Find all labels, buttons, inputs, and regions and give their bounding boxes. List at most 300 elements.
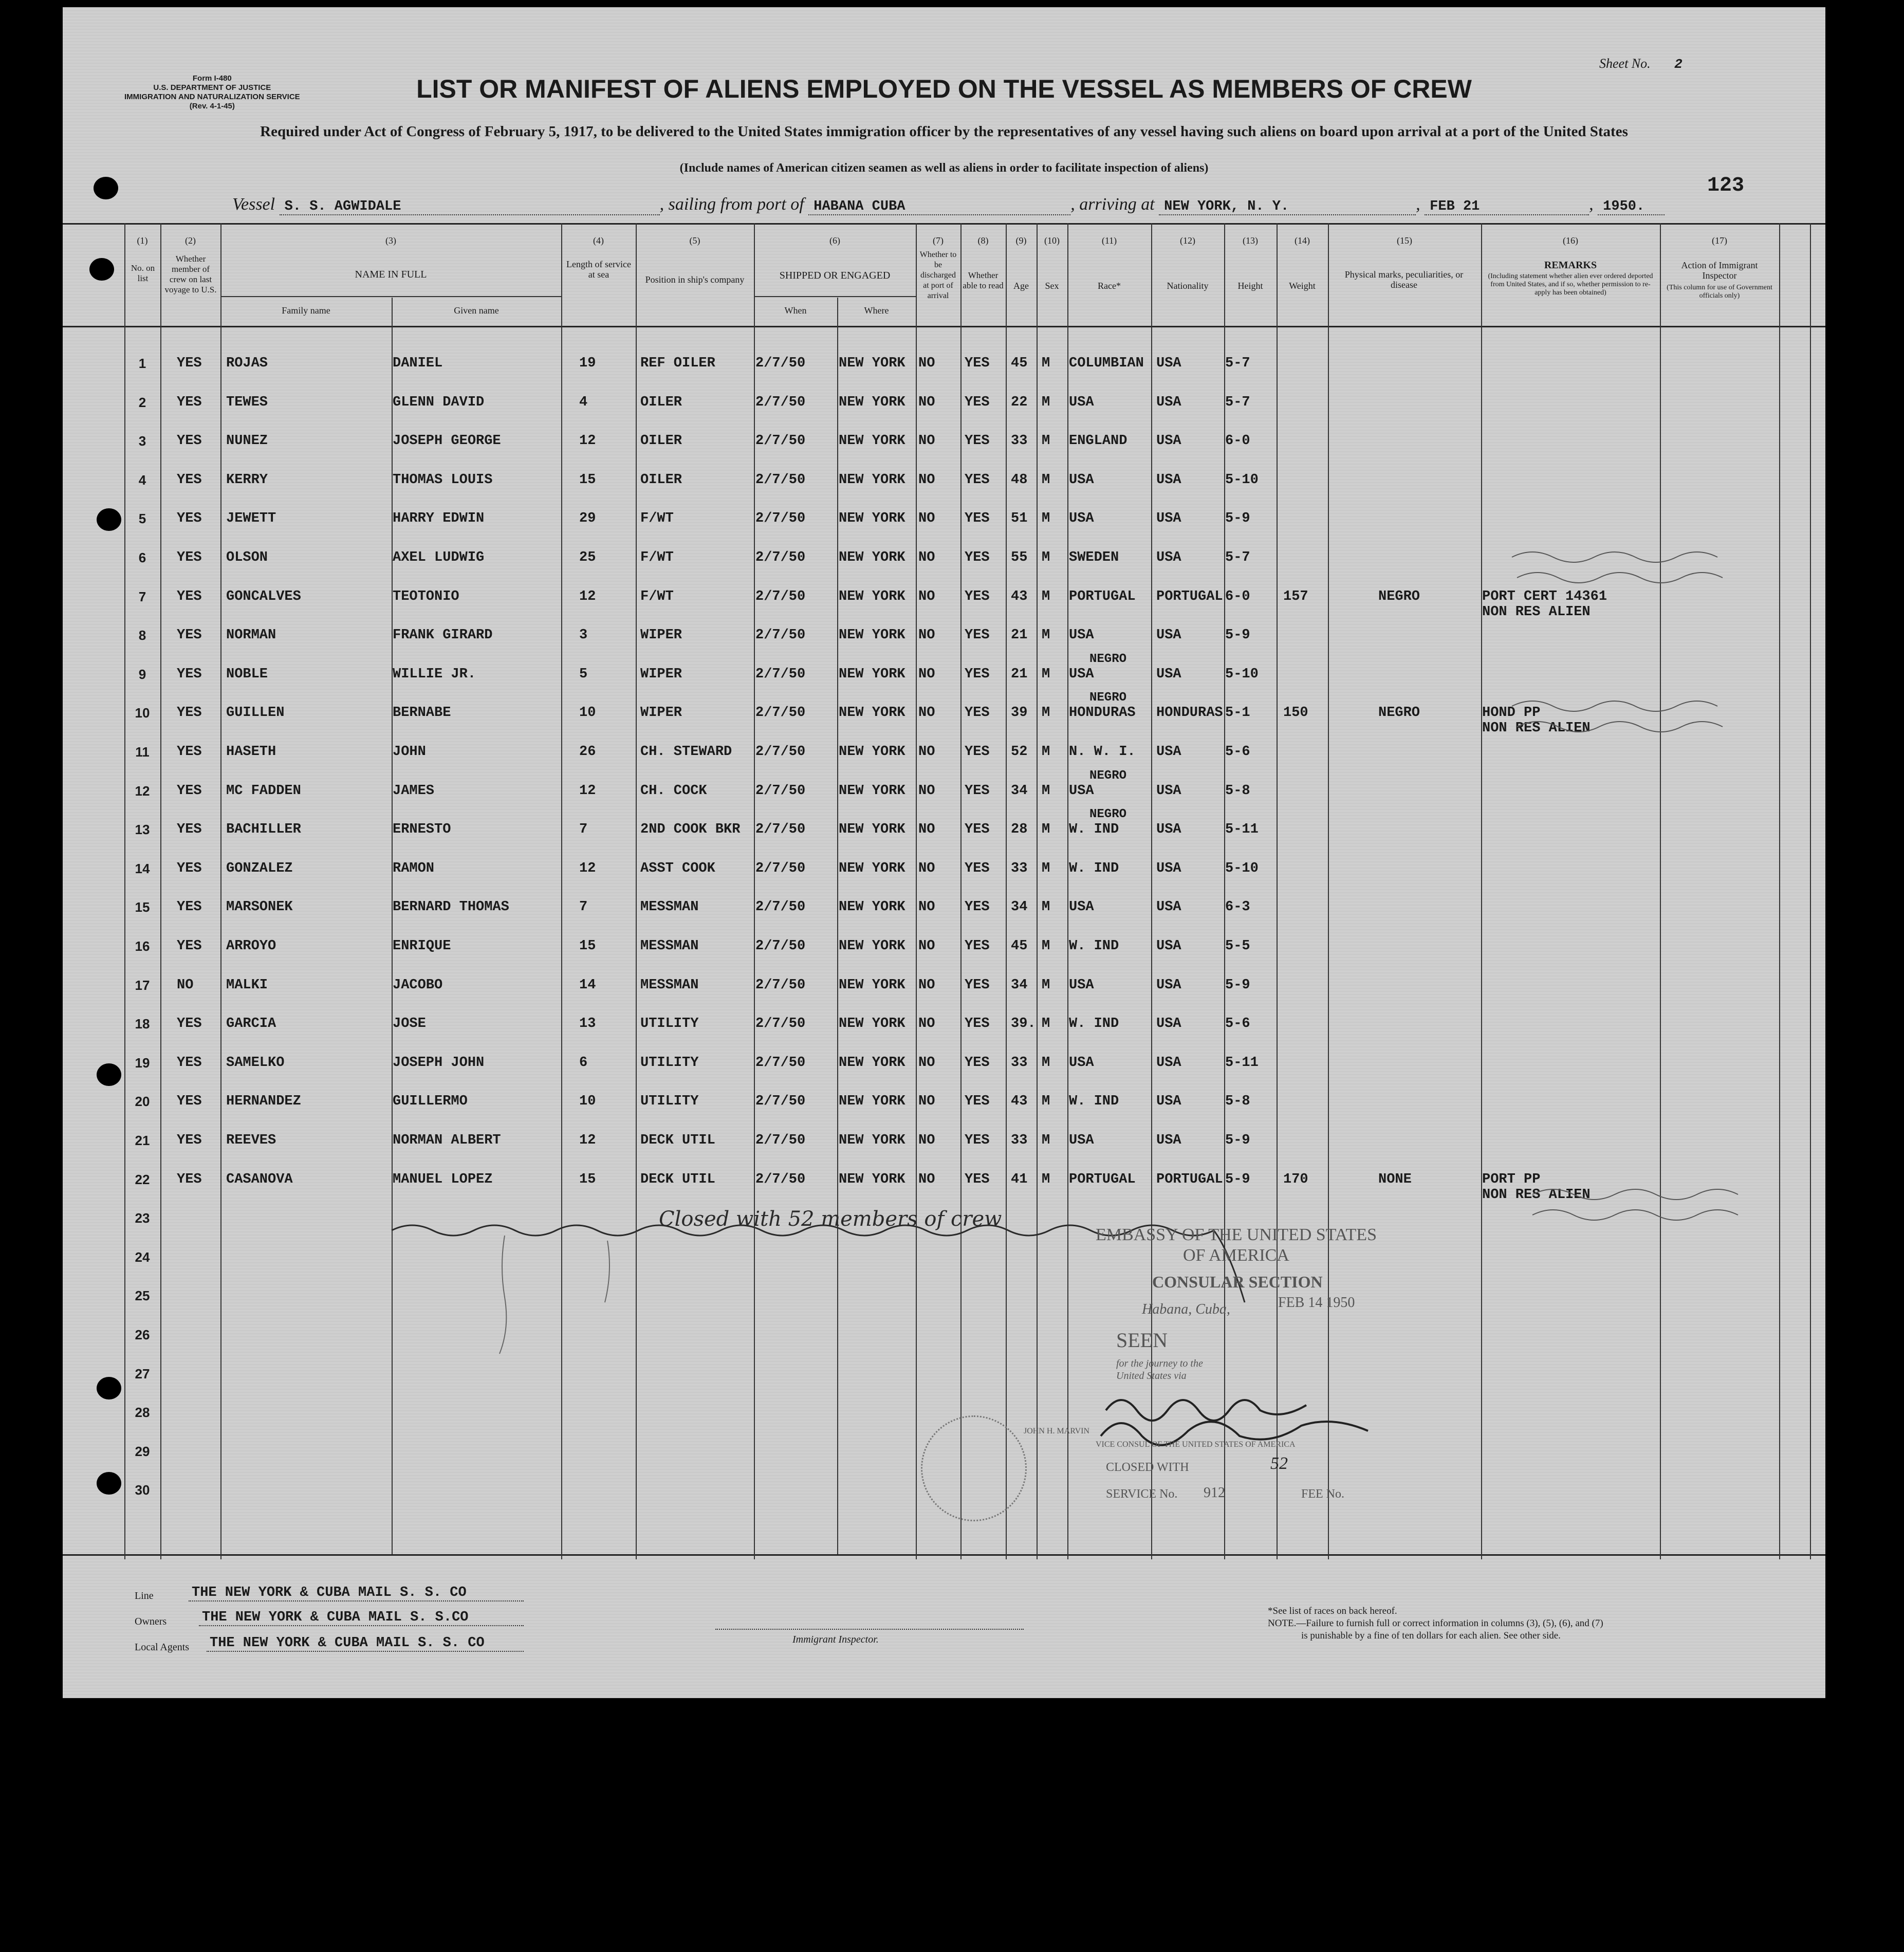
cell-family: HERNANDEZ [226, 1094, 301, 1110]
cell-service: 15 [579, 938, 596, 954]
cell-family: MC FADDEN [226, 783, 301, 799]
page-number: 123 [1707, 174, 1745, 197]
cell-where: NEW YORK [839, 1016, 905, 1032]
cell-where: NEW YORK [839, 628, 905, 643]
cell-nationality: PORTUGAL [1156, 1171, 1223, 1187]
cell-no: 12 [135, 783, 150, 799]
form-number: Form I-480 [192, 74, 232, 83]
cell-height: 5-9 [1225, 628, 1250, 643]
arriving-label: , arriving at [1070, 195, 1155, 214]
col16-number: (16) [1563, 235, 1578, 246]
cell-where: NEW YORK [839, 588, 905, 604]
cell-service: 7 [579, 899, 588, 915]
cell-given: BERNARD THOMAS [393, 899, 509, 915]
cell-service: 7 [579, 822, 588, 838]
cell-age: 39. [1011, 1016, 1036, 1032]
col6-when-header: When [784, 305, 807, 316]
cell-no: 1 [138, 356, 146, 371]
form-service: IMMIGRATION AND NATURALIZATION SERVICE [124, 93, 300, 101]
cell-discharge: NO [918, 899, 935, 915]
stamp-consul: JOHN H. MARVIN [1024, 1427, 1090, 1435]
cell-discharge: NO [918, 744, 935, 760]
stamp-line: SEEN [1116, 1329, 1168, 1352]
cell-family: ARROYO [226, 938, 276, 954]
cell-given: ERNESTO [393, 822, 451, 838]
cell-no: 5 [138, 511, 146, 527]
cell-where: NEW YORK [839, 472, 905, 488]
cell-race: ENGLAND [1069, 433, 1127, 449]
signature [1096, 1379, 1445, 1446]
cell-position: CH. STEWARD [640, 744, 732, 760]
cell-height: 5-9 [1225, 1171, 1250, 1187]
cell-age: 34 [1011, 977, 1028, 993]
cell-read: YES [965, 822, 990, 838]
cell-nationality: USA [1156, 1016, 1181, 1032]
cell-height: 5-7 [1225, 394, 1250, 410]
cell-read: YES [965, 666, 990, 682]
cell-sex: M [1042, 588, 1050, 604]
cell-height: 5-1 [1225, 705, 1250, 721]
vessel-label: Vessel [232, 195, 275, 214]
cell-position: DECK UTIL [640, 1171, 715, 1187]
cell-read: YES [965, 860, 990, 876]
cell-last: YES [177, 860, 202, 876]
cell-no: 2 [138, 394, 146, 410]
cell-discharge: NO [918, 783, 935, 799]
cell-last: YES [177, 588, 202, 604]
col6-number: (6) [829, 235, 840, 246]
cell-where: NEW YORK [839, 666, 905, 682]
col17-header: Action of Immigrant Inspector [1681, 260, 1758, 281]
cell-no: 15 [135, 899, 150, 915]
cell-where: NEW YORK [839, 433, 905, 449]
cell-height: 5-11 [1225, 1055, 1259, 1071]
cell-discharge: NO [918, 356, 935, 371]
cell-discharge: NO [918, 1133, 935, 1148]
col3-header: NAME IN FULL [355, 269, 427, 280]
cell-read: YES [965, 1133, 990, 1148]
col2-header: Whether member of crew on last voyage to U.S. [164, 254, 217, 294]
cell-remarks: PORT PP [1482, 1171, 1541, 1187]
cell-when: 2/7/50 [755, 666, 806, 682]
cell-when: 2/7/50 [755, 394, 806, 410]
cell-position: F/WT [640, 511, 674, 527]
cell-age: 34 [1011, 899, 1028, 915]
cell-nationality: USA [1156, 938, 1181, 954]
cell-when: 2/7/50 [755, 433, 806, 449]
col12-header: Nationality [1167, 281, 1209, 291]
cell-position: UTILITY [640, 1016, 699, 1032]
cell-height: 5-9 [1225, 977, 1250, 993]
cell-race: W. IND [1069, 938, 1119, 954]
cell-family: GUILLEN [226, 705, 285, 721]
cell-last: YES [177, 1016, 202, 1032]
cell-when: 2/7/50 [755, 860, 806, 876]
stamp-line: OF AMERICA [1183, 1246, 1289, 1265]
cell-where: NEW YORK [839, 705, 905, 721]
cell-service: 15 [579, 472, 596, 488]
cell-service: 12 [579, 588, 596, 604]
empty-row-number: 30 [135, 1482, 150, 1498]
cell-remarks-2: NON RES ALIEN [1482, 721, 1591, 736]
cell-sex: M [1042, 899, 1050, 915]
arrival-year: 1950. [1598, 199, 1665, 215]
cell-when: 2/7/50 [755, 1133, 806, 1148]
cell-discharge: NO [918, 1094, 935, 1110]
empty-row-number: 25 [135, 1288, 150, 1304]
cell-age: 33 [1011, 1133, 1028, 1148]
cell-given: JAMES [393, 783, 435, 799]
cell-discharge: NO [918, 705, 935, 721]
cell-height: 5-11 [1225, 822, 1259, 838]
cell-weight: 150 [1283, 705, 1308, 721]
cell-no: 9 [138, 666, 146, 682]
cell-nationality: USA [1156, 628, 1181, 643]
cell-last: YES [177, 511, 202, 527]
cell-last: YES [177, 666, 202, 682]
cell-race: USA [1069, 977, 1094, 993]
cell-sex: M [1042, 744, 1050, 760]
cell-when: 2/7/50 [755, 356, 806, 371]
sheet-value: 2 [1674, 57, 1683, 72]
subtitle-note: (Include names of American citizen seamen as well as aliens in order to facilitate inspection of aliens) [679, 161, 1209, 175]
col12-number: (12) [1180, 235, 1195, 246]
cell-position: F/WT [640, 588, 674, 604]
col10-header: Sex [1045, 281, 1059, 291]
agents-label: Local Agents [135, 1642, 190, 1653]
cell-sex: M [1042, 1133, 1050, 1148]
cell-last: YES [177, 1171, 202, 1187]
cell-where: NEW YORK [839, 977, 905, 993]
footer-note: NOTE.—Failure to furnish full or correct information in columns (3), (5), (6), and (7) [1268, 1618, 1603, 1629]
col1-number: (1) [137, 235, 148, 246]
cell-sex: M [1042, 628, 1050, 643]
cell-no: 20 [135, 1094, 150, 1110]
cell-service: 29 [579, 511, 596, 527]
cell-sex: M [1042, 472, 1050, 488]
col8-number: (8) [977, 235, 989, 246]
cell-last: YES [177, 938, 202, 954]
col9-number: (9) [1015, 235, 1027, 246]
cell-race: USA [1069, 1055, 1094, 1071]
col6-where-header: Where [864, 305, 889, 316]
cell-service: 3 [579, 628, 588, 643]
cell-given: BERNABE [393, 705, 451, 721]
cell-family: NOBLE [226, 666, 268, 682]
cell-family: MALKI [226, 977, 268, 993]
cell-nationality: USA [1156, 822, 1181, 838]
cell-when: 2/7/50 [755, 822, 806, 838]
col7-header: Whether to be discharged at port of arrival [919, 250, 957, 300]
cell-nationality: USA [1156, 666, 1181, 682]
cell-when: 2/7/50 [755, 938, 806, 954]
col15-header: Physical marks, peculiarities, or disease [1344, 269, 1464, 290]
col5-number: (5) [689, 235, 700, 246]
cell-discharge: NO [918, 433, 935, 449]
cell-family: GONCALVES [226, 588, 301, 604]
cell-service: 12 [579, 433, 596, 449]
col17-number: (17) [1712, 235, 1727, 246]
cell-discharge: NO [918, 822, 935, 838]
closing-note: Closed with 52 members of crew [659, 1207, 1002, 1231]
cell-race: N. W. I. [1069, 744, 1136, 760]
cell-when: 2/7/50 [755, 1016, 806, 1032]
stamp-line: for the journey to the [1116, 1358, 1203, 1369]
cell-no: 21 [135, 1133, 150, 1148]
cell-given: MANUEL LOPEZ [393, 1171, 493, 1187]
cell-discharge: NO [918, 666, 935, 682]
cell-height: 6-0 [1225, 433, 1250, 449]
cell-given: HARRY EDWIN [393, 511, 485, 527]
cell-last: YES [177, 550, 202, 565]
cell-sex: M [1042, 394, 1050, 410]
cell-last: YES [177, 472, 202, 488]
remark-handwriting [1512, 552, 1723, 583]
cell-age: 28 [1011, 822, 1028, 838]
cell-when: 2/7/50 [755, 783, 806, 799]
cell-no: 4 [138, 472, 146, 488]
cell-height: 5-7 [1225, 550, 1250, 565]
cell-read: YES [965, 938, 990, 954]
cell-service: 14 [579, 977, 596, 993]
col4-header: Length of service at sea [566, 259, 631, 280]
cell-position: WIPER [640, 705, 682, 721]
cell-race: USA [1069, 472, 1094, 488]
cell-discharge: NO [918, 472, 935, 488]
col2-number: (2) [185, 235, 196, 246]
cell-service: 10 [579, 1094, 596, 1110]
cell-when: 2/7/50 [755, 511, 806, 527]
cell-family: HASETH [226, 744, 276, 760]
stamp-line: Habana, Cuba, [1142, 1301, 1230, 1317]
cell-sex: M [1042, 550, 1050, 565]
cell-age: 22 [1011, 394, 1028, 410]
cell-height: 5-8 [1225, 783, 1250, 799]
cell-marks: NONE [1378, 1171, 1412, 1187]
cell-race: COLUMBIAN [1069, 356, 1144, 371]
manifest-sheet [63, 7, 1825, 1698]
cell-nationality: USA [1156, 783, 1181, 799]
col16-subheader: (Including statement whether alien ever ordered deported from United States, and if so, whether permission to re-apply has been obtained) [1488, 272, 1653, 297]
cell-position: OILER [640, 394, 682, 410]
cell-given: WILLIE JR. [393, 666, 476, 682]
seal-icon [921, 1415, 1027, 1521]
cell-height: 5-5 [1225, 938, 1250, 954]
cell-position: DECK UTIL [640, 1133, 715, 1148]
cell-sex: M [1042, 433, 1050, 449]
cell-race: USA [1069, 511, 1094, 527]
consular-stamp [1024, 1225, 1445, 1518]
cell-where: NEW YORK [839, 1055, 905, 1071]
cell-remarks: HOND PP [1482, 705, 1541, 721]
stamp-line: SERVICE No. [1106, 1487, 1178, 1501]
cell-service: 26 [579, 744, 596, 760]
cell-given: JOSEPH GEORGE [393, 433, 501, 449]
cell-weight: 170 [1283, 1171, 1308, 1187]
col14-number: (14) [1295, 235, 1310, 246]
cell-read: YES [965, 511, 990, 527]
cell-nationality: USA [1156, 433, 1181, 449]
cell-read: YES [965, 1171, 990, 1187]
cell-service: 12 [579, 783, 596, 799]
cell-race: W. IND [1069, 1094, 1119, 1110]
cell-no: 7 [138, 588, 146, 604]
stamp-closed-value: 52 [1270, 1454, 1288, 1473]
cell-family: TEWES [226, 394, 268, 410]
cell-where: NEW YORK [839, 1094, 905, 1110]
cell-given: TEOTONIO [393, 588, 459, 604]
cell-discharge: NO [918, 394, 935, 410]
stamp-line: United States via [1116, 1370, 1187, 1382]
arriving-port: NEW YORK, N. Y. [1159, 199, 1416, 215]
cell-discharge: NO [918, 550, 935, 565]
cell-no: 6 [138, 550, 146, 565]
cell-service: 15 [579, 1171, 596, 1187]
cell-nationality: USA [1156, 860, 1181, 876]
cell-when: 2/7/50 [755, 705, 806, 721]
cell-last: YES [177, 356, 202, 371]
cell-read: YES [965, 1094, 990, 1110]
cell-read: YES [965, 744, 990, 760]
stamp-date: FEB 14 1950 [1278, 1295, 1355, 1311]
cell-given: NORMAN ALBERT [393, 1133, 501, 1148]
cell-where: NEW YORK [839, 899, 905, 915]
cell-last: YES [177, 705, 202, 721]
form-department: U.S. DEPARTMENT OF JUSTICE [153, 83, 271, 92]
remark-handwriting [1532, 1189, 1738, 1220]
cell-race: W. IND [1069, 860, 1119, 876]
cell-race: W. IND [1069, 822, 1119, 838]
cell-race-note: NEGRO [1089, 691, 1127, 705]
cell-no: 16 [135, 938, 150, 954]
col17-subheader: (This column for use of Government officials only) [1667, 284, 1772, 300]
cell-sex: M [1042, 1055, 1050, 1071]
cell-family: OLSON [226, 550, 268, 565]
cell-service: 25 [579, 550, 596, 565]
cell-sex: M [1042, 1016, 1050, 1032]
agents-value: THE NEW YORK & CUBA MAIL S. S. CO [207, 1635, 524, 1652]
cell-nationality: USA [1156, 744, 1181, 760]
cell-height: 6-3 [1225, 899, 1250, 915]
owners-value: THE NEW YORK & CUBA MAIL S. S.CO [199, 1610, 524, 1626]
cell-family: BACHILLER [226, 822, 301, 838]
cell-position: OILER [640, 433, 682, 449]
cell-height: 5-7 [1225, 356, 1250, 371]
cell-no: 3 [138, 433, 146, 449]
cell-nationality: USA [1156, 356, 1181, 371]
cell-discharge: NO [918, 860, 935, 876]
cell-read: YES [965, 977, 990, 993]
cell-where: NEW YORK [839, 822, 905, 838]
cell-position: WIPER [640, 628, 682, 643]
col14-header: Weight [1289, 281, 1316, 291]
col15-number: (15) [1397, 235, 1412, 246]
cell-race: USA [1069, 783, 1094, 799]
cell-no: 14 [135, 860, 150, 876]
cell-discharge: NO [918, 511, 935, 527]
cell-read: YES [965, 899, 990, 915]
col1-header: No. on list [131, 263, 155, 283]
cell-family: KERRY [226, 472, 268, 488]
cell-family: NUNEZ [226, 433, 268, 449]
cell-age: 39 [1011, 705, 1028, 721]
line-value: THE NEW YORK & CUBA MAIL S. S. CO [189, 1585, 524, 1601]
vessel-name: S. S. AGWIDALE [280, 199, 660, 215]
cell-no: 18 [135, 1016, 150, 1032]
cell-discharge: NO [918, 1016, 935, 1032]
cell-discharge: NO [918, 938, 935, 954]
cell-height: 5-6 [1225, 744, 1250, 760]
cell-nationality: USA [1156, 1055, 1181, 1071]
cell-age: 41 [1011, 1171, 1028, 1187]
cell-age: 33 [1011, 433, 1028, 449]
crew-table [63, 223, 1825, 1559]
cell-discharge: NO [918, 588, 935, 604]
stamp-line: CONSULAR SECTION [1152, 1273, 1323, 1291]
sheet-number [1599, 56, 1683, 72]
cell-race: USA [1069, 899, 1094, 915]
col16-header: REMARKS [1544, 260, 1597, 271]
cell-read: YES [965, 588, 990, 604]
cell-family: MARSONEK [226, 899, 293, 915]
cell-given: FRANK GIRARD [393, 628, 493, 643]
cell-given: RAMON [393, 860, 435, 876]
cell-position: WIPER [640, 666, 682, 682]
cell-service: 12 [579, 860, 596, 876]
cell-nationality: USA [1156, 472, 1181, 488]
cell-when: 2/7/50 [755, 1055, 806, 1071]
cell-nationality: USA [1156, 977, 1181, 993]
cell-given: GLENN DAVID [393, 394, 485, 410]
arrival-date: FEB 21 [1425, 199, 1589, 215]
remark-handwriting [1512, 701, 1723, 732]
cell-service: 5 [579, 666, 588, 682]
cell-sex: M [1042, 1094, 1050, 1110]
cell-last: YES [177, 628, 202, 643]
cell-last: YES [177, 1094, 202, 1110]
cell-age: 33 [1011, 1055, 1028, 1071]
cell-when: 2/7/50 [755, 588, 806, 604]
cell-family: GARCIA [226, 1016, 276, 1032]
footer-note: is punishable by a fine of ten dollars for each alien. See other side. [1301, 1630, 1561, 1641]
cell-race: PORTUGAL [1069, 588, 1136, 604]
cell-position: MESSMAN [640, 938, 699, 954]
cell-nationality: USA [1156, 550, 1181, 565]
cell-height: 5-6 [1225, 1016, 1250, 1032]
stamp-line: FEE No. [1301, 1487, 1344, 1501]
cell-last: YES [177, 433, 202, 449]
footer-note: *See list of races on back hereof. [1268, 1606, 1397, 1616]
cell-race: SWEDEN [1069, 550, 1119, 565]
cell-when: 2/7/50 [755, 628, 806, 643]
line-label: Line [135, 1590, 154, 1601]
cell-service: 13 [579, 1016, 596, 1032]
cell-service: 6 [579, 1055, 588, 1071]
cell-when: 2/7/50 [755, 472, 806, 488]
col8-header: Whether able to read [963, 270, 1004, 290]
cell-read: YES [965, 628, 990, 643]
cell-sex: M [1042, 666, 1050, 682]
cell-race: PORTUGAL [1069, 1171, 1136, 1187]
cell-height: 5-10 [1225, 860, 1259, 876]
cell-race: USA [1069, 628, 1094, 643]
cell-sex: M [1042, 1171, 1050, 1187]
empty-row-number: 23 [135, 1210, 150, 1226]
cell-position: CH. COCK [640, 783, 707, 799]
cell-age: 34 [1011, 783, 1028, 799]
cell-family: NORMAN [226, 628, 276, 643]
cell-where: NEW YORK [839, 356, 905, 371]
